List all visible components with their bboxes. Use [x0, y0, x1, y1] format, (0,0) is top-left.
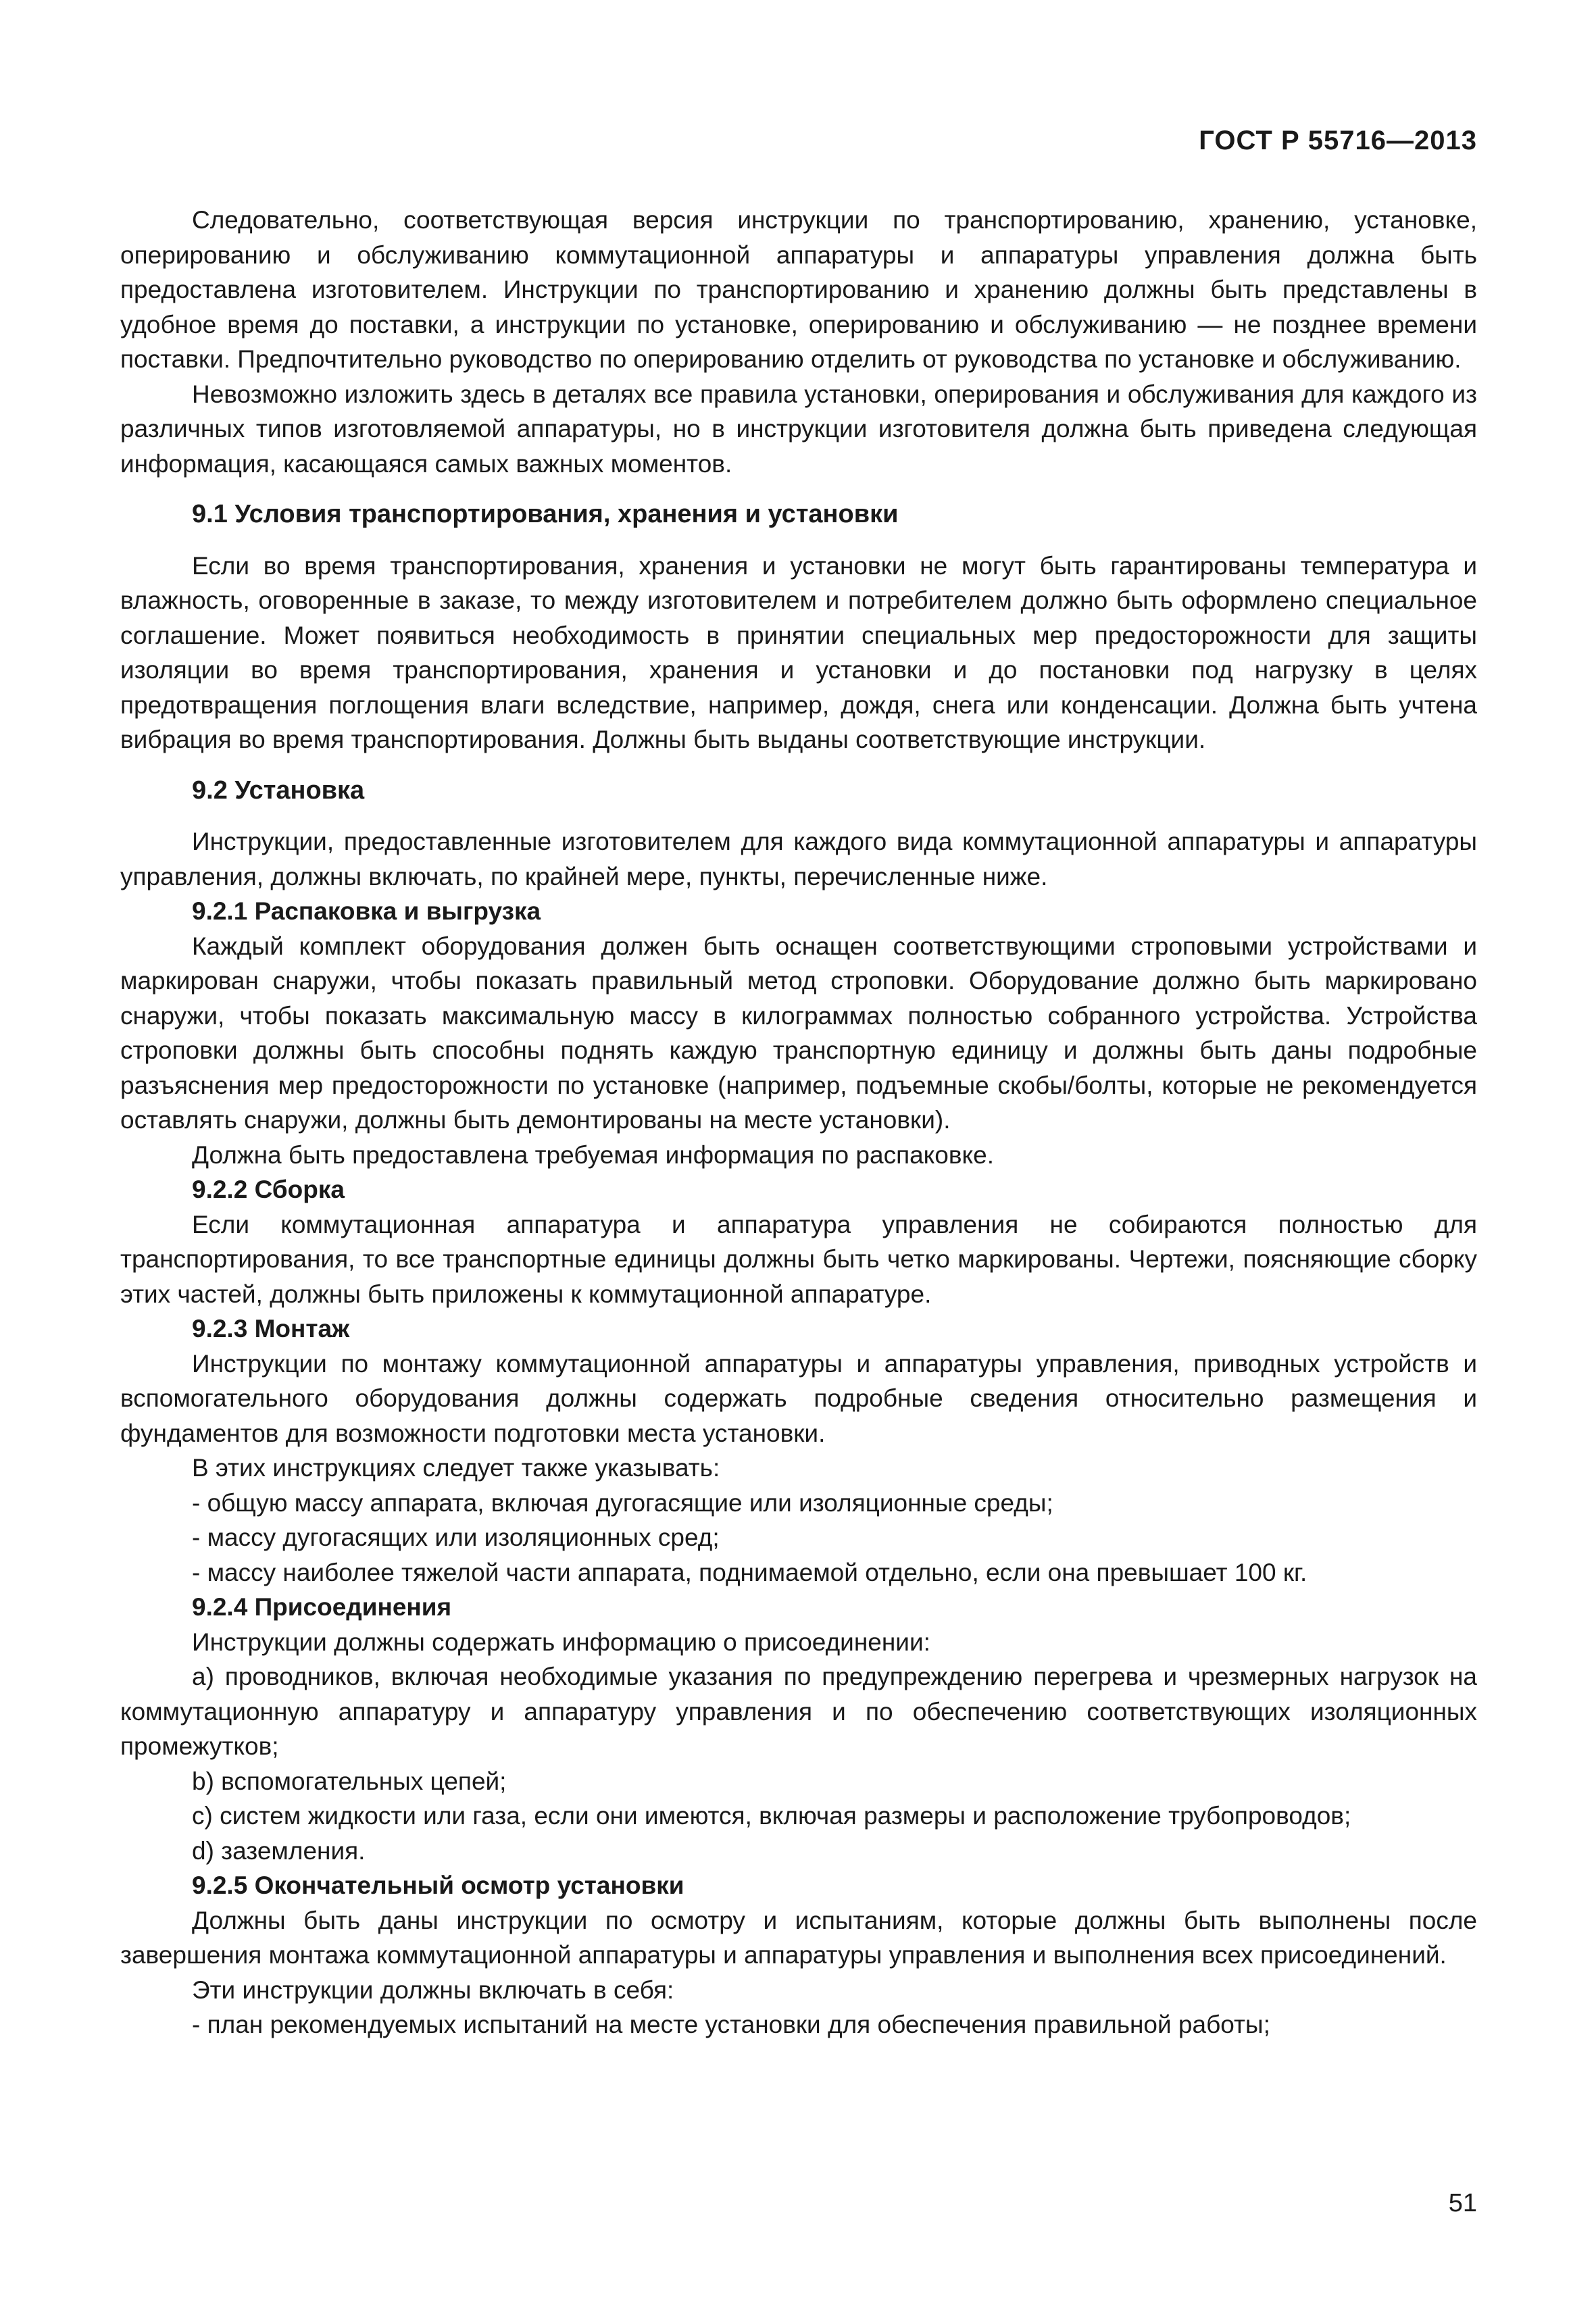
section-9-2-4-heading: 9.2.4 Присоединения	[192, 1593, 452, 1621]
intro-paragraph-2: Невозможно изложить здесь в деталях все правила установки, оперирования и обслуживания для каждого из различных типов изготовляемой аппаратуры, но в инструкции изготовителя должна быть приведена следующая информация, касающаяся самых важных моментов.	[120, 380, 1477, 478]
section-9-2-5-heading: 9.2.5 Окончательный осмотр установки	[192, 1871, 684, 1899]
page-number: 51	[1448, 2189, 1477, 2217]
section-9-1-paragraph: Если во время транспортирования, хранения и установки не могут быть гарантированы температура и влажность, оговоренные в заказе, то между изготовителем и потребителем должно быть оформлено специальное соглашение. Может появиться необходимость в принятии специальных мер предосторожности для защиты изоляции во время транспортирования, хранения и установки и до постановки под нагрузку в целях предотвращения поглощения влаги вследствие, например, дождя, снега или конденсации. Должна быть учтена вибрация во время транспортирования. Должны быть выданы соответствующие инструкции.	[120, 551, 1477, 753]
section-9-2-3-list-item: - массу наиболее тяжелой части аппарата, поднимаемой отдельно, если она превышает 100 кг.	[192, 1558, 1307, 1586]
section-9-1-heading: 9.1 Условия транспортирования, хранения и установки	[192, 500, 899, 528]
section-9-2-3-list-item: - массу дугогасящих или изоляционных сред;	[192, 1524, 720, 1551]
section-9-2-5-list-item: - план рекомендуемых испытаний на месте установки для обеспечения правильной работы;	[192, 2011, 1270, 2038]
section-9-2-5-paragraph-1: Должны быть даны инструкции по осмотру и испытаниям, которые должны быть выполнены после завершения монтажа коммутационной аппаратуры и аппаратуры управления и выполнения всех присоединений.	[120, 1906, 1477, 1969]
section-9-2-5-paragraph-2: Эти инструкции должны включать в себя:	[192, 1976, 674, 2004]
document-code-header: ГОСТ Р 55716—2013	[1199, 126, 1477, 155]
section-9-2-2-paragraph: Если коммутационная аппаратура и аппаратура управления не собираются полностью для транспортирования, то все транспортные единицы должны быть четко маркированы. Чертежи, поясняющие сборку этих частей, должны быть приложены к коммутационной аппаратуре.	[120, 1210, 1477, 1308]
section-9-2-4-list-item: b) вспомогательных цепей;	[192, 1767, 507, 1795]
section-9-2-4-list-item: d) заземления.	[192, 1836, 366, 1865]
section-9-2-3-heading: 9.2.3 Монтаж	[192, 1315, 350, 1342]
intro-paragraph-1: Следовательно, соответствующая версия инструкции по транспортированию, хранению, установке, оперированию и обслуживанию коммутационной аппаратуры и аппаратуры управления должна быть предоставлена изготовителем. Инструкции по транспортированию и хранению должны быть представлены в удобное время до поставки, а инструкции по установке, оперированию и обслуживанию — не позднее времени поставки. Предпочтительно руководство по оперированию отделить от руководства по установке и обслуживанию.	[120, 206, 1477, 373]
section-9-2-1-paragraph-1: Каждый комплект оборудования должен быть оснащен соответствующими строповыми устройствами и маркирован снаружи, чтобы показать правильный метод строповки. Оборудование должно быть маркировано снаружи, чтобы показать максимальную массу в килограммах полностью собранного устройства. Устройства строповки должны быть способны поднять каждую транспортную единицу и должны быть даны подробные разъяснения мер предосторожности по установке (например, подъемные скобы/болты, которые не рекомендуется оставлять снаружи, должны быть демонтированы на месте установки).	[120, 932, 1477, 1134]
section-9-2-1-paragraph-2: Должна быть предоставлена требуемая информация по распаковке.	[192, 1140, 994, 1169]
section-9-2-1-heading: 9.2.1 Распаковка и выгрузка	[192, 897, 541, 925]
section-9-2-4-list-item: a) проводников, включая необходимые указания по предупреждению перегрева и чрезмерных нагрузок на коммутационную аппаратуру и аппаратуру управления и по обеспечению соответствующих изоляционных промежутков;	[120, 1663, 1477, 1760]
section-9-2-3-list-item: - общую массу аппарата, включая дугогасящие или изоляционные среды;	[192, 1488, 1053, 1517]
section-9-2-3-paragraph-2: В этих инструкциях следует также указывать:	[192, 1454, 720, 1482]
section-9-2-2-heading: 9.2.2 Сборка	[192, 1176, 345, 1203]
document-body	[120, 203, 1477, 2042]
section-9-2-4-list-item: c) систем жидкости или газа, если они имеются, включая размеры и расположение трубопроводов;	[192, 1802, 1351, 1830]
section-9-2-paragraph: Инструкции, предоставленные изготовителем для каждого вида коммутационной аппаратуры и аппаратуры управления, должны включать, по крайней мере, пункты, перечисленные ниже.	[120, 828, 1477, 890]
section-9-2-4-paragraph: Инструкции должны содержать информацию о присоединении:	[192, 1628, 930, 1656]
section-9-2-heading: 9.2 Установка	[192, 776, 365, 805]
section-9-2-3-paragraph-1: Инструкции по монтажу коммутационной аппаратуры и аппаратуры управления, приводных устройств и вспомогательного оборудования должны содержать подробные сведения относительно размещения и фундаментов для возможности подготовки места установки.	[120, 1349, 1477, 1447]
